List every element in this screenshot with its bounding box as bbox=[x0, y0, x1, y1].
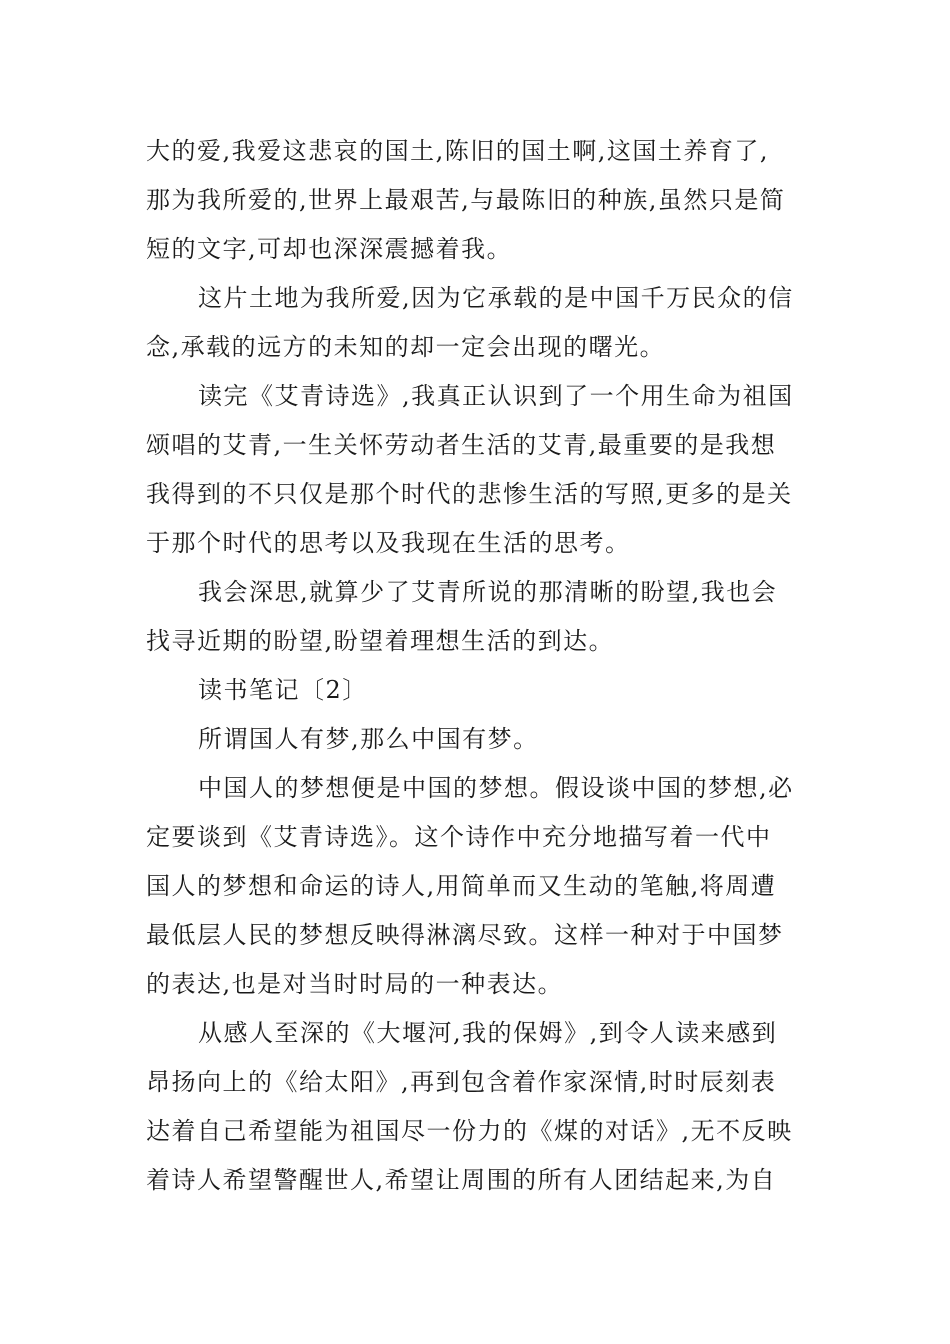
text-line: 从感人至深的《大堰河,我的保姆》,到令人读来感到 bbox=[198, 1019, 778, 1047]
text-line: 那为我所爱的,世界上最艰苦,与最陈旧的种族,虽然只是简 bbox=[146, 186, 786, 214]
text-line: 读完《艾青诗选》,我真正认识到了一个用生命为祖国 bbox=[198, 382, 794, 410]
document-body bbox=[146, 127, 806, 1205]
text-line: 这片土地为我所爱,因为它承载的是中国千万民众的信 bbox=[198, 284, 794, 312]
text-line: 达着自己希望能为祖国尽一份力的《煤的对话》,无不反映 bbox=[146, 1117, 793, 1145]
text-line: 颂唱的艾青,一生关怀劳动者生活的艾青,最重要的是我想 bbox=[146, 431, 777, 459]
text-line: 我会深思,就算少了艾青所说的那清晰的盼望,我也会 bbox=[198, 578, 778, 606]
text-line: 所谓国人有梦,那么中国有梦。 bbox=[198, 725, 539, 753]
text-line: 找寻近期的盼望,盼望着理想生活的到达。 bbox=[146, 627, 615, 655]
text-line: 短的文字,可却也深深震撼着我。 bbox=[146, 235, 513, 263]
text-line: 念,承载的远方的未知的却一定会出现的曙光。 bbox=[146, 333, 666, 361]
text-line: 国人的梦想和命运的诗人,用简单而又生动的笔触,将周遭 bbox=[146, 872, 777, 900]
text-line: 我得到的不只仅是那个时代的悲惨生活的写照,更多的是关 bbox=[146, 480, 793, 508]
text-line: 中国人的梦想便是中国的梦想。假设谈中国的梦想,必 bbox=[198, 774, 794, 802]
text-line: 最低层人民的梦想反映得淋漓尽致。这样一种对于中国梦 bbox=[146, 921, 784, 949]
text-line: 定要谈到《艾青诗选》。这个诗作中充分地描写着一代中 bbox=[146, 823, 772, 851]
text-line: 着诗人希望警醒世人,希望让周围的所有人团结起来,为自 bbox=[146, 1166, 777, 1194]
text-line: 于那个时代的思考以及我现在生活的思考。 bbox=[146, 529, 631, 557]
text-line: 大的爱,我爱这悲哀的国土,陈旧的国土啊,这国土养育了, bbox=[146, 137, 770, 165]
text-line: 读书笔记〔2〕 bbox=[198, 676, 368, 704]
text-line: 的表达,也是对当时时局的一种表达。 bbox=[146, 970, 564, 998]
text-line: 昂扬向上的《给太阳》,再到包含着作家深情,时时辰刻表 bbox=[146, 1068, 777, 1096]
